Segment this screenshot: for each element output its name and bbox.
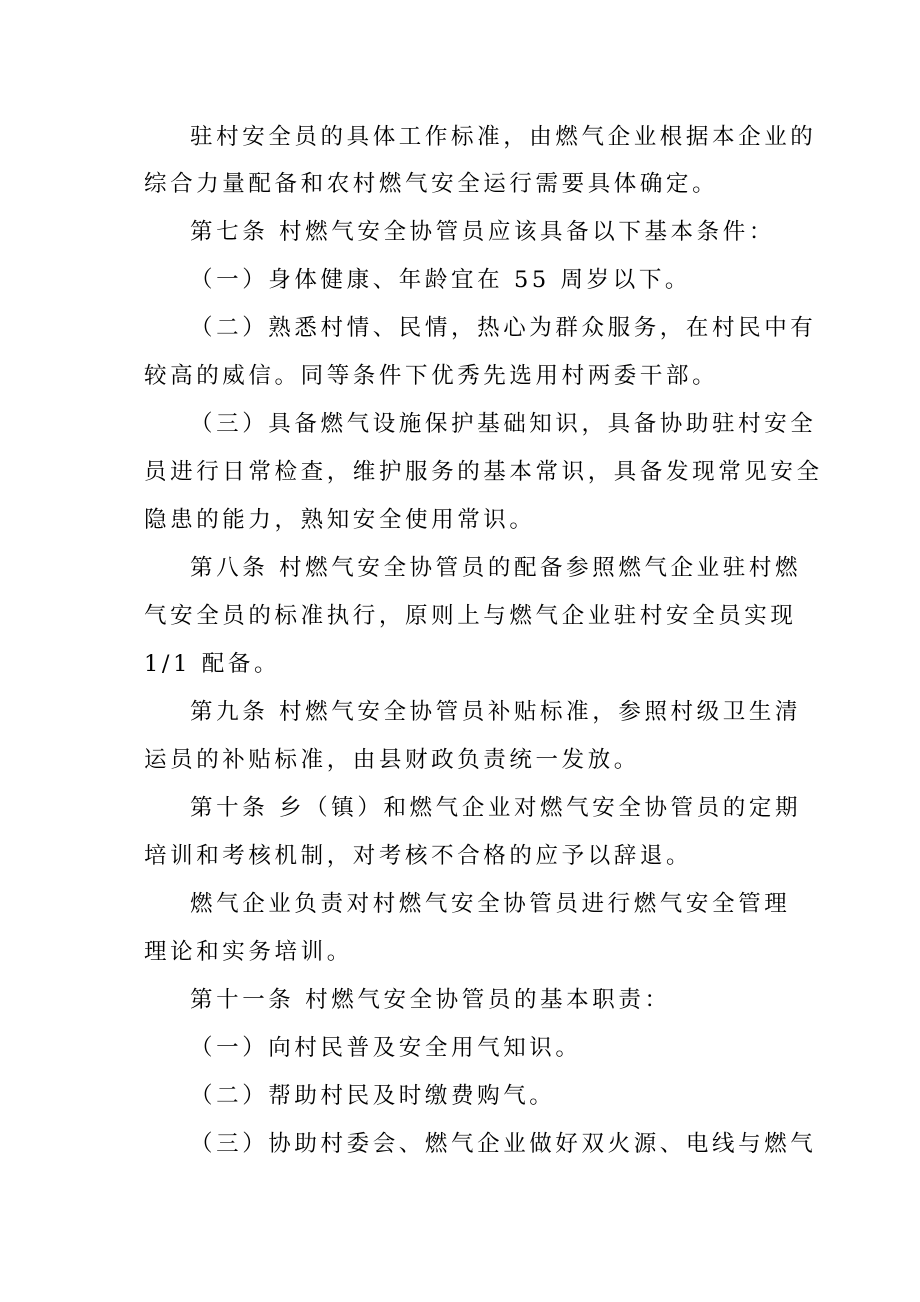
paragraph-line: 理论和实务培训。 [144, 939, 353, 965]
list-item: （一）向村民普及安全用气知识。 [190, 1035, 582, 1061]
paragraph-line: 隐患的能力，熟知安全使用常识。 [144, 507, 536, 533]
list-item: （三）协助村委会、燃气企业做好双火源、电线与燃气 [190, 1131, 817, 1157]
paragraph-line: 1/1 配备。 [144, 651, 281, 677]
paragraph-line: 较高的威信。同等条件下优秀先选用村两委干部。 [144, 363, 719, 389]
article-11-heading: 第十一条 村燃气安全协管员的基本职责： [190, 987, 671, 1013]
article-7-heading: 第七条 村燃气安全协管员应该具备以下基本条件： [190, 219, 775, 245]
article-10-heading: 第十条 乡（镇）和燃气企业对燃气安全协管员的定期 [190, 795, 802, 821]
list-item: （三）具备燃气设施保护基础知识，具备协助驻村安全 [190, 411, 817, 437]
paragraph-line: 运员的补贴标准，由县财政负责统一发放。 [144, 747, 640, 773]
paragraph-line: 驻村安全员的具体工作标准，由燃气企业根据本企业的 [190, 124, 817, 150]
article-8-heading: 第八条 村燃气安全协管员的配备参照燃气企业驻村燃 [190, 555, 802, 581]
paragraph-line: 气安全员的标准执行，原则上与燃气企业驻村安全员实现 [144, 603, 797, 629]
paragraph-line: 培训和考核机制，对考核不合格的应予以辞退。 [144, 843, 693, 869]
paragraph-line: 员进行日常检查，维护服务的基本常识，具备发现常见安全 [144, 459, 823, 485]
list-item: （二）熟悉村情、民情，热心为群众服务，在村民中有 [190, 315, 817, 341]
paragraph-line: 综合力量配备和农村燃气安全运行需要具体确定。 [144, 171, 719, 197]
list-item: （二）帮助村民及时缴费购气。 [190, 1083, 556, 1109]
list-item: （一）身体健康、年龄宜在 55 周岁以下。 [190, 267, 692, 293]
paragraph-line: 燃气企业负责对村燃气安全协管员进行燃气安全管理 [190, 891, 791, 917]
article-9-heading: 第九条 村燃气安全协管员补贴标准，参照村级卫生清 [190, 699, 802, 725]
